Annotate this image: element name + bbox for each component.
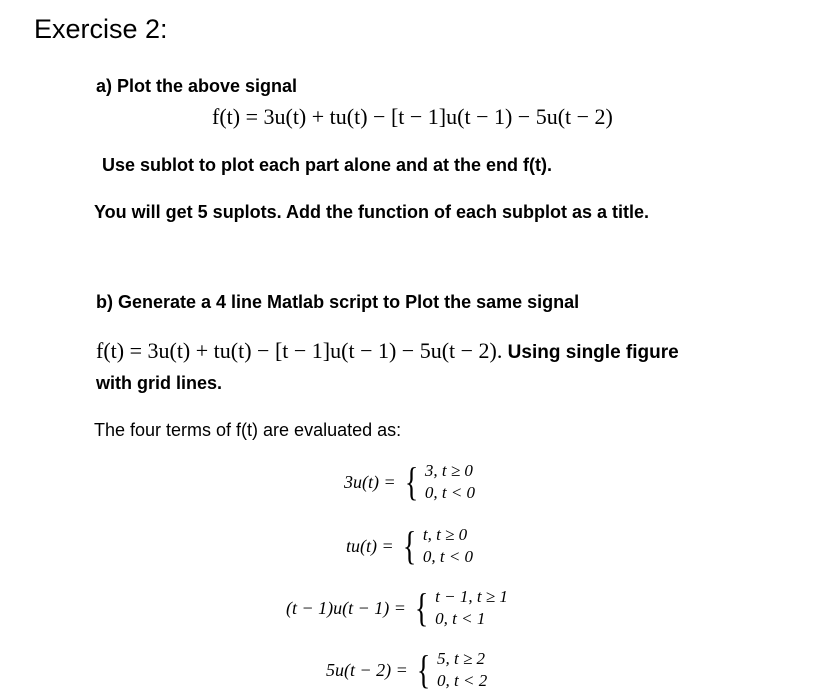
- case-1: t − 1, t ≥ 1: [435, 587, 508, 606]
- part-a-heading: a) Plot the above signal: [96, 76, 298, 96]
- part-b-equation: f(t) = 3u(t) + tu(t) − [t − 1]u(t − 1) − 5u(t − 2).: [96, 338, 503, 363]
- brace-icon: {: [404, 459, 418, 504]
- term-lhs: tu(t) =: [346, 535, 394, 556]
- brace-icon: {: [402, 523, 416, 568]
- case-1: t, t ≥ 0: [422, 525, 468, 544]
- part-a-instruction-1: Use sublot to plot each part alone and at the end f(t).: [102, 155, 553, 175]
- term-lhs: 3u(t) =: [344, 471, 396, 492]
- part-b-equation-line: [96, 338, 679, 364]
- term-lhs: (t − 1)u(t − 1) =: [286, 597, 406, 618]
- brace-icon: {: [416, 647, 431, 692]
- case-2: 0, t < 1: [435, 609, 486, 628]
- brace-icon: {: [414, 585, 429, 630]
- term-shifted-ramp: [286, 586, 508, 630]
- case-1: 3, t ≥ 0: [424, 461, 473, 480]
- part-b-equation-tail: Using single figure: [502, 342, 679, 363]
- case-2: 0, t < 0: [422, 547, 474, 566]
- part-b-line2: with grid lines.: [96, 373, 223, 393]
- part-a-equation: f(t) = 3u(t) + tu(t) − [t − 1]u(t − 1) − 5u(t − 2): [212, 104, 613, 129]
- case-1: 5, t ≥ 2: [437, 649, 486, 668]
- exercise-title: Exercise 2:: [34, 14, 168, 44]
- term-5u: [326, 648, 487, 692]
- case-2: 0, t < 2: [437, 671, 488, 690]
- part-b-heading: b) Generate a 4 line Matlab script to Plot the same signal: [96, 292, 580, 312]
- terms-intro: The four terms of f(t) are evaluated as:: [94, 420, 402, 440]
- term-tu: [346, 524, 473, 568]
- case-2: 0, t < 0: [424, 483, 476, 502]
- part-a-instruction-2: You will get 5 suplots. Add the function of each subplot as a title.: [94, 202, 650, 222]
- term-lhs: 5u(t − 2) =: [326, 659, 408, 680]
- term-3u: [344, 460, 475, 504]
